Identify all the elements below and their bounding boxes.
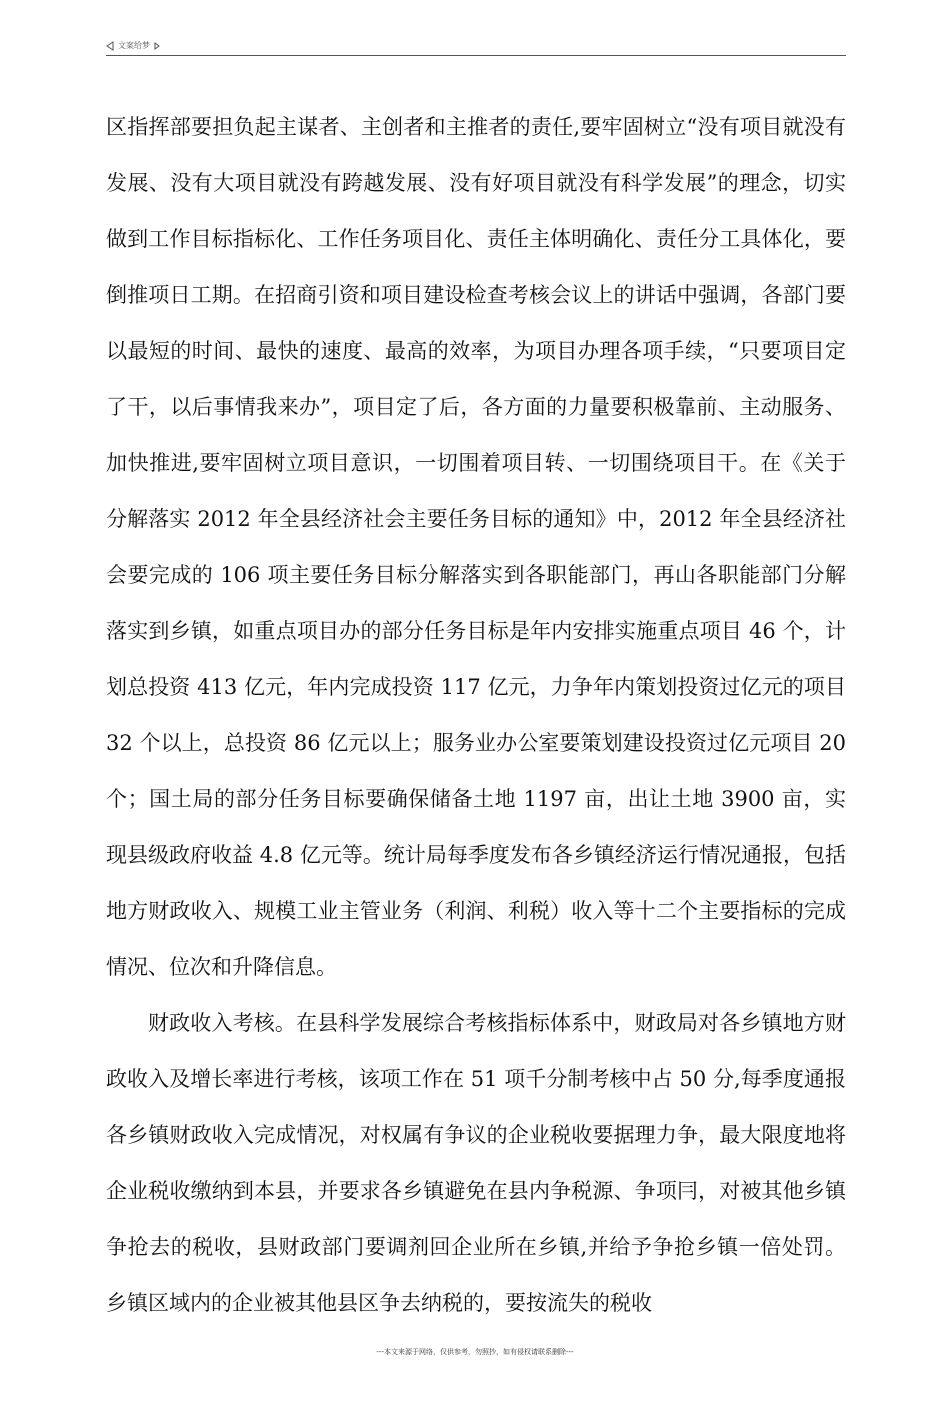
page-header: [106, 40, 846, 54]
header-divider: [106, 55, 846, 56]
triangle-left-icon: [106, 41, 114, 51]
document-body: [106, 99, 846, 1331]
triangle-right-icon: [154, 42, 160, 50]
page-footer: ---本文来源于网络，仅供参考，勿照抄，如有侵权请联系删除---: [376, 1348, 574, 1356]
body-paragraph: 区指挥部要担负起主谋者、主创者和主推者的责任,要牢固树立“没有项目就没有发展、没有大项目就没有跨越发展、没有好项目就没有科学发展”的理念，切实做到工作目标指标化、工作任务项目化、责任主体明确化、责任分工具体化，要倒推项日工期。在招商引资和项目建设检查考核会议上的讲话中强调，各部门要以最短的时间、最快的速度、最高的效率，为项目办理各项手续，“只要项目定了干，以后事情我来办”，项目定了后，各方面的力量要积极靠前、主动服务、加快推进,要牢固树立项目意识，一切围着项目转、一切围绕项目干。在《关于分解落实 2012 年全县经济社会主要任务目标的通知》中，2012 年全县经济社会要完成的 106 项主要任务目标分解落实到各职能部门，再山各职能部门分解落实到乡镇，如重点项目办的部分任务目标是年内安排实施重点项目 46 个，计划总投资 413 亿元，年内完成投资 117 亿元，力争年内策划投资过亿元的项目 32 个以上，总投资 86 亿元以上；服务业办公室要策划建设投资过亿元项目 20 个；国土局的部分任务目标要确保储备土地 1197 亩，出让土地 3900 亩，实现县级政府收益 4.8 亿元等。统计局每季度发布各乡镇经济运行情况通报，包括地方财政收入、规模工业主管业务（利润、利税）收入等十二个主要指标的完成情况、位次和升降信息。: [106, 115, 846, 979]
body-paragraph: 财政收入考核。在县科学发展综合考核指标体系中，财政局对各乡镇地方财政收入及增长率进行考核，该项工作在 51 项千分制考核中占 50 分,每季度通报各乡镇财政收入完成情况，对权属有争议的企业税收要据理力争，最大限度地将企业税收缴纳到本县，并要求各乡镇避免在县内争税源、争项冃，对被其他乡镇争抢去的税收，县财政部门要调剂回企业所在乡镇,并给予争抢乡镇一倍处罚。乡镇区域内的企业被其他县区争去纳税的，要按流失的税收: [106, 1011, 846, 1315]
header-title: 文案给梦: [118, 41, 150, 50]
